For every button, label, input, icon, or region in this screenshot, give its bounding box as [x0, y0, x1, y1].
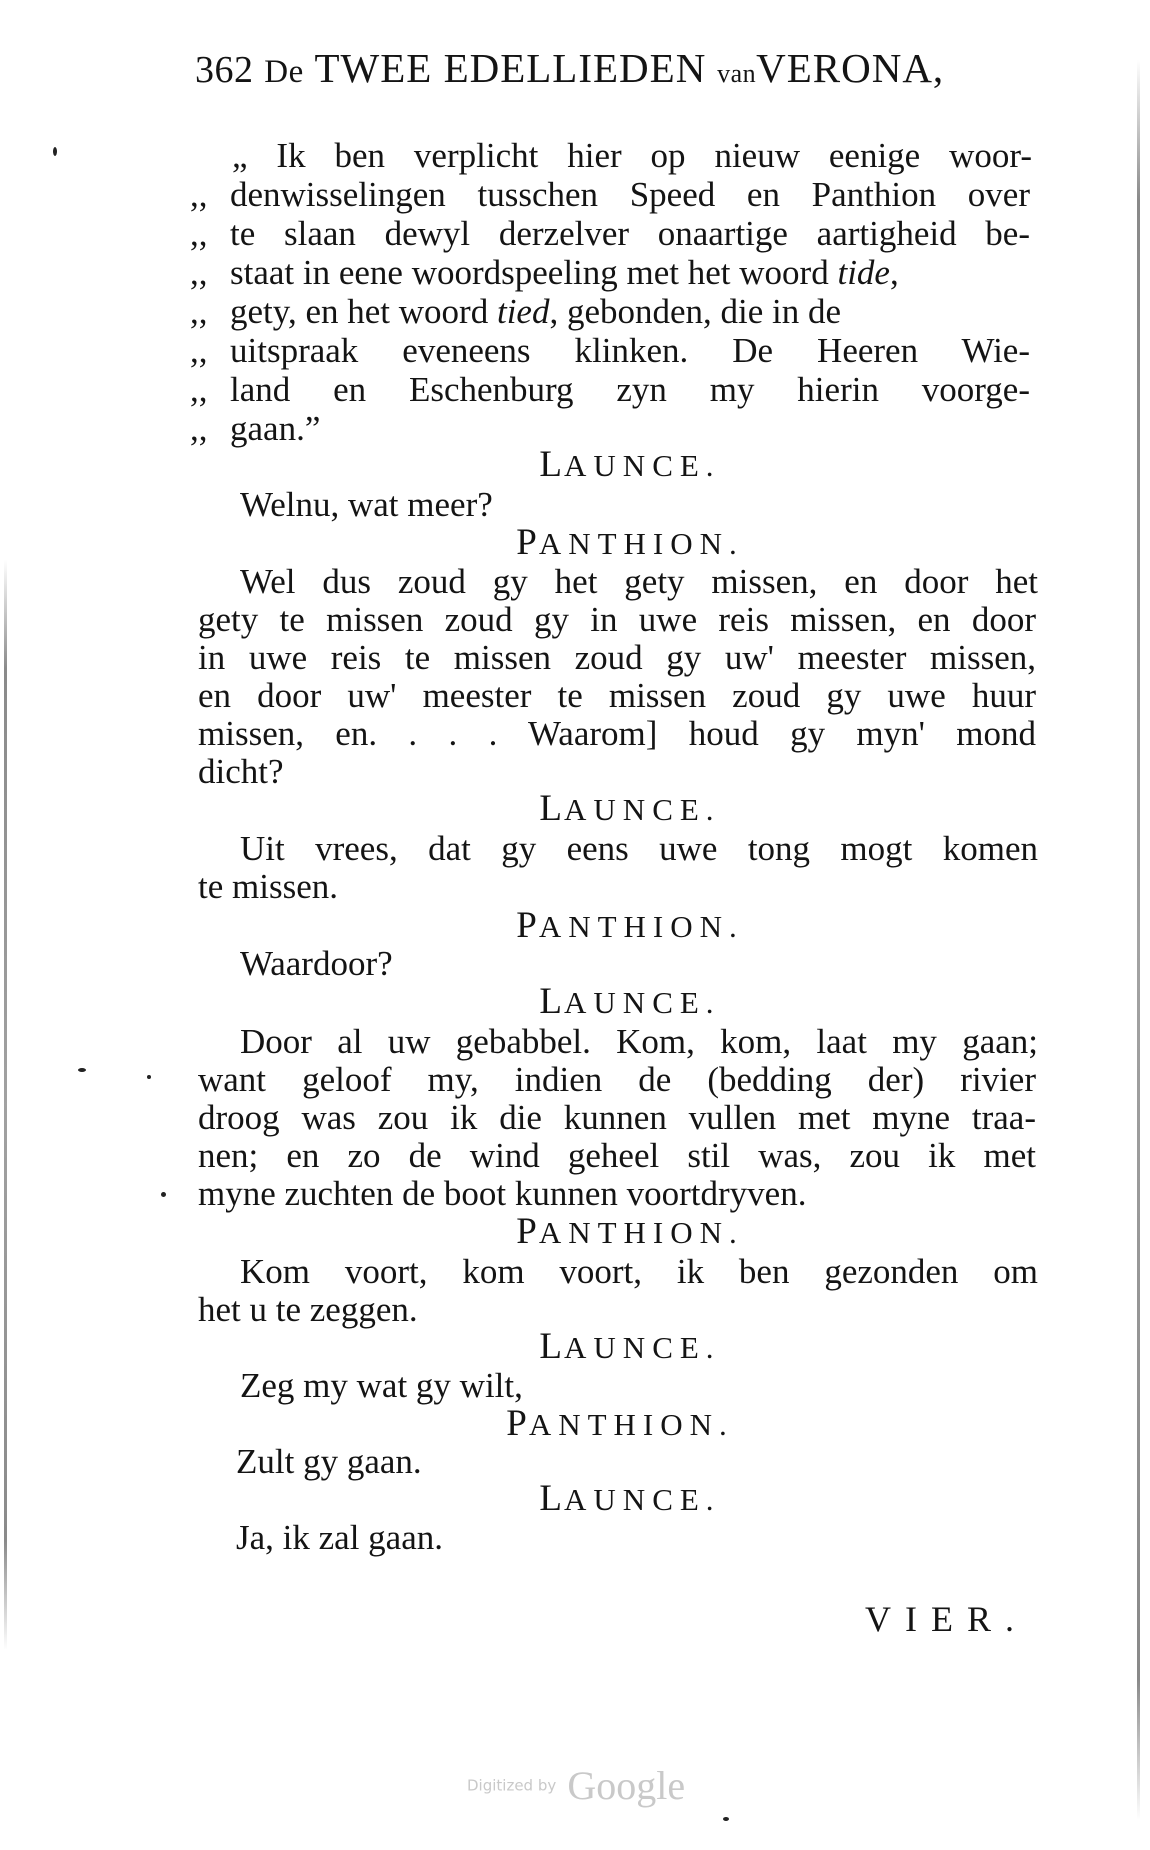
speech-line: Wel dus zoud gy het gety missen, en door het: [240, 562, 1038, 601]
note-line: staat in eene woordspeeling met het woord: [230, 253, 829, 292]
speech-line: want geloof my, indien de (bedding der) rivier: [198, 1060, 1036, 1099]
quote-mark: ,,: [190, 175, 208, 214]
speaker-heading: LAUNCE.: [539, 981, 721, 1022]
book-page: 362 De TWEE EDELLIEDEN vanVERONA, „ Ik ben verplicht hier op nieuw eenige woor- ,, denwisselingen tusschen Speed en Panthion over ,, te slaan dewyl derzelver onaartige aartigheid be- ,, staat in eene woordspeeling met het woord tide, ,, gety, en het woord tied, gebonden, die in de ,, uitspraak eveneens klinken. De Heeren Wie- ,, land en Eschenburg zyn my hierin voorge- ,, gaan.” LAUNCE. Welnu, wat meer? PANTHION. Wel dus zoud gy het gety missen, en door het gety te missen zoud gy in uwe reis missen, en door in uwe reis te missen zoud gy uw' meester missen, en door uw' meester te missen zoud gy uwe huur missen, en. . . . Waarom] houd gy myn' mond dicht? LAUNCE. Uit vrees, dat gy eens uwe tong mogt komen te missen. PANTHION. Waardoor? LAUNCE. Door al uw gebabbel. Kom, kom, laat my gaan; want geloof my, indien de (bedding der) rivier droog was zou ik die kunnen vullen met myne traa- nen; en zo de wind geheel stil was, zou ik met myne zuchten de boot kunnen voortdryven. PANTHION. Kom voort, kom voort, ik ben gezonden om het u te zeggen. LAUNCE. Zeg my wat gy wilt, PANTHION. Zult gy gaan. LAUNCE. Ja, ik zal gaan. VIER. Digitized by Google: [0, 0, 1150, 1850]
digitized-watermark: [467, 1762, 685, 1809]
google-logo: Google: [567, 1763, 686, 1808]
speech-line: het u te zeggen.: [198, 1290, 418, 1329]
quote-mark: ,,: [190, 370, 208, 409]
watermark-prefix: Digitized by: [467, 1776, 557, 1795]
speech-line: Waardoor?: [240, 944, 393, 983]
quote-mark: ,,: [190, 409, 208, 448]
ink-speck: [78, 1068, 86, 1072]
quote-mark: ,,: [190, 253, 208, 292]
speech-line: te missen.: [198, 867, 338, 906]
quote-mark: ,,: [190, 214, 208, 253]
speech-line: missen, en. . . . Waarom] houd gy myn' mond: [198, 714, 1036, 753]
speech-line: Door al uw gebabbel. Kom, kom, laat my gaan;: [240, 1022, 1038, 1061]
title-de: De: [264, 54, 304, 90]
note-line: „ Ik ben verplicht hier op nieuw eenige woor-: [232, 136, 1032, 175]
note-line: te slaan dewyl derzelver onaartige aartigheid be-: [230, 214, 1030, 253]
speech-line: Kom voort, kom voort, ik ben gezonden om: [240, 1252, 1038, 1291]
speaker-heading: LAUNCE.: [539, 1326, 721, 1367]
note-line: denwisselingen tusschen Speed en Panthion over: [230, 175, 1030, 214]
ink-speck: [147, 1075, 151, 1079]
speech-line: gety te missen zoud gy in uwe reis missen, en door: [198, 600, 1036, 639]
speaker-heading: PANTHION.: [516, 1211, 744, 1252]
page-number: 362: [195, 49, 254, 91]
speech-line: Zeg my wat gy wilt,: [240, 1366, 523, 1405]
ink-speck: [53, 147, 57, 156]
speech-line: myne zuchten de boot kunnen voortdryven.: [198, 1174, 807, 1213]
title-van: van: [717, 59, 757, 88]
quote-mark: ,,: [190, 331, 208, 370]
note-word-tide: tide: [837, 253, 890, 292]
speech-line: droog was zou ik die kunnen vullen met myne traa-: [198, 1098, 1036, 1137]
title-main: TWEE EDELLIEDEN: [314, 45, 707, 91]
speech-line: Uit vrees, dat gy eens uwe tong mogt komen: [240, 829, 1038, 868]
ink-speck: [723, 1817, 729, 1821]
speaker-heading: LAUNCE.: [539, 1478, 721, 1519]
title-end: VERONA,: [756, 45, 945, 91]
speaker-heading: PANTHION.: [516, 905, 744, 946]
speaker-heading: PANTHION.: [516, 522, 744, 563]
note-line: land en Eschenburg zyn my hierin voorge-: [230, 370, 1030, 409]
quote-mark: ,,: [190, 292, 208, 331]
speech-line: Zult gy gaan.: [236, 1442, 422, 1481]
running-head: [195, 44, 1055, 92]
speech-line: Ja, ik zal gaan.: [236, 1518, 443, 1557]
speaker-heading: PANTHION.: [506, 1403, 734, 1444]
note-line: gety, en het woord: [230, 292, 489, 331]
note-word-tied: tied: [496, 292, 550, 331]
speech-line: en door uw' meester te missen zoud gy uwe huur: [198, 676, 1036, 715]
note-line: uitspraak eveneens klinken. De Heeren Wie-: [230, 331, 1030, 370]
speaker-heading: LAUNCE.: [539, 788, 721, 829]
speech-line: nen; en zo de wind geheel stil was, zou ik met: [198, 1136, 1036, 1175]
speech-line: dicht?: [198, 752, 284, 791]
speech-line: Welnu, wat meer?: [240, 485, 493, 524]
speech-line: in uwe reis te missen zoud gy uw' meester missen,: [198, 638, 1036, 677]
note-line: gaan.”: [230, 409, 321, 448]
speaker-heading: LAUNCE.: [539, 444, 721, 485]
catchword: VIER.: [865, 1599, 1028, 1639]
note-line-rest: , gebonden, die in de: [549, 292, 842, 331]
ink-speck: [161, 1192, 166, 1197]
